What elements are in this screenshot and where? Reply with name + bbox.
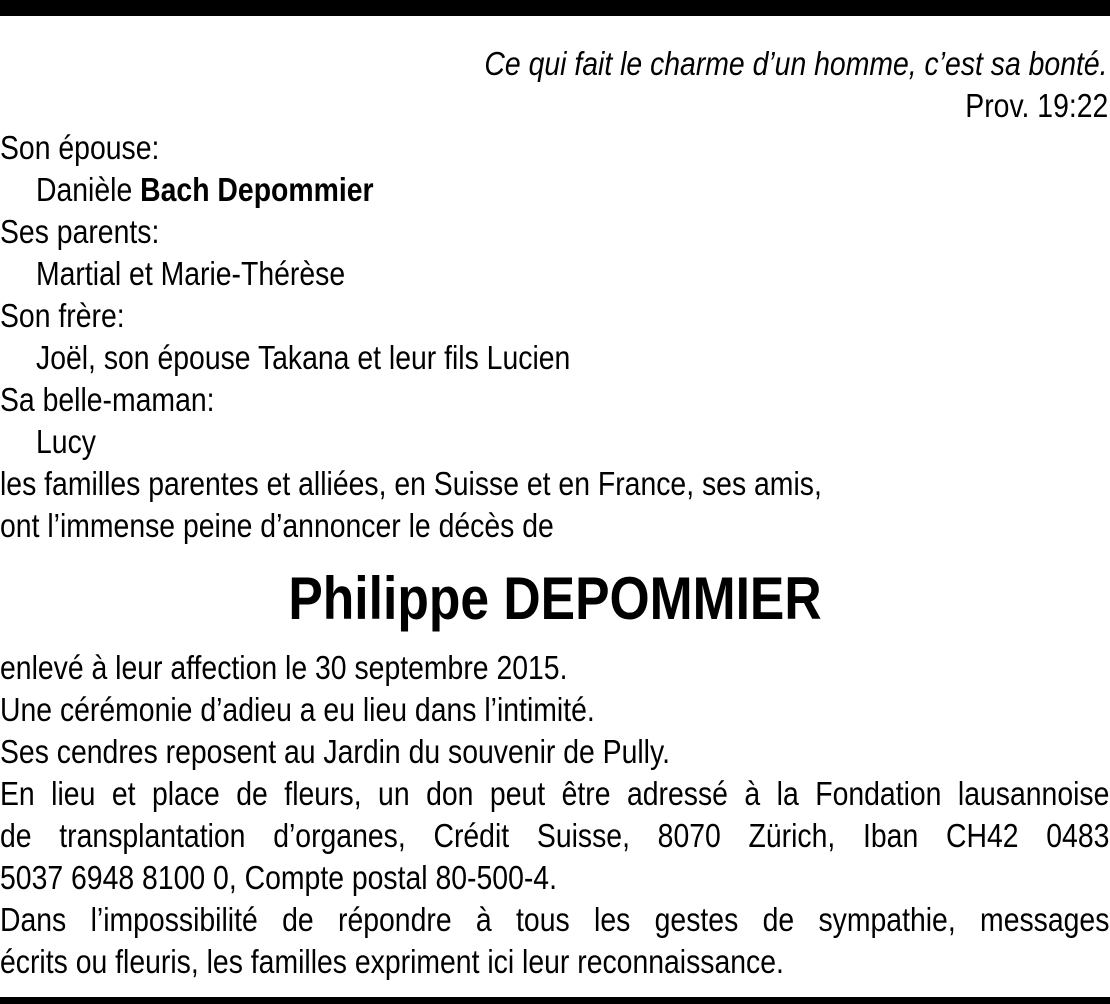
body-line-donation-1: En lieu et place de fleurs, un don peut être adressé à la Fondation lausannoise: [0, 775, 1110, 812]
deceased-name: Philippe DEPOMMIER: [288, 565, 822, 632]
mother-in-law-name: Lucy: [36, 423, 96, 460]
bottom-rule: [0, 997, 1110, 1004]
body-line-ceremony: Une cérémonie d’adieu a eu lieu dans l’intimité.: [0, 691, 595, 728]
body-line-donation-3: 5037 6948 8100 0, Compte postal 80-500-4.: [0, 859, 557, 896]
mother-in-law-label: Sa belle-maman:: [0, 381, 215, 418]
brother-names: Joël, son épouse Takana et leur fils Lucien: [36, 339, 571, 376]
brother-label: Son frère:: [0, 297, 125, 334]
extended-family: les familles parentes et alliées, en Suisse et en France, ses amis,: [0, 465, 822, 502]
spouse-label: Son épouse:: [0, 129, 160, 166]
top-rule: [0, 0, 1110, 16]
spouse-last-name: Bach Depommier: [140, 171, 374, 208]
spouse-name: [36, 169, 374, 211]
epigraph-quote: Ce qui fait le charme d’un homme, c’est sa bonté.: [484, 45, 1108, 82]
announcement-line: ont l’immense peine d’annoncer le décès de: [0, 507, 554, 544]
body-line-thanks-1: Dans l’impossibilité de répondre à tous les gestes de sympathie, messages: [0, 901, 1110, 938]
body-line-date: enlevé à leur affection le 30 septembre 2015.: [0, 649, 568, 686]
parents-names: Martial et Marie-Thérèse: [36, 255, 346, 292]
body-line-donation-2: de transplantation d’organes, Crédit Suisse, 8070 Zürich, Iban CH42 0483: [0, 817, 1110, 854]
spouse-first-name: Danièle: [36, 171, 133, 208]
epigraph-reference: Prov. 19:22: [964, 87, 1108, 124]
parents-label: Ses parents:: [0, 213, 160, 250]
body-line-thanks-2: écrits ou fleuris, les familles expriment ici leur reconnaissance.: [0, 943, 784, 980]
body-line-ashes: Ses cendres reposent au Jardin du souvenir de Pully.: [0, 733, 670, 770]
